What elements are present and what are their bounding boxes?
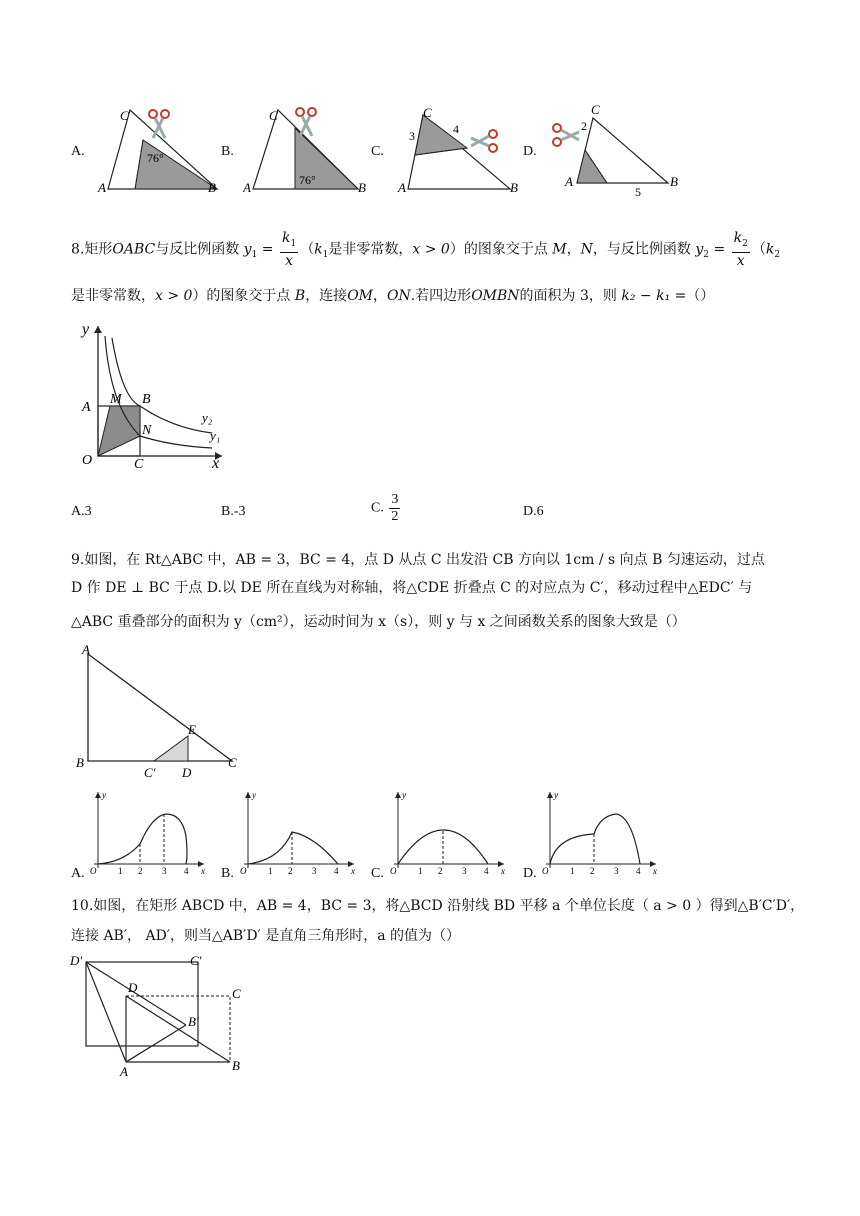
svg-text:1: 1 xyxy=(570,866,575,876)
q8-option-d[interactable]: D.6 xyxy=(523,504,544,519)
q7-option-c-figure xyxy=(395,100,525,200)
svg-text:O: O xyxy=(390,866,397,876)
svg-text:N: N xyxy=(142,423,152,438)
vertex-a: A xyxy=(565,174,573,189)
q8-line1: 8.矩形OABC与反比例函数 $y_1$ = $\frac{k_1}{x}$ （$k_1$是非零常数，x > 0）的图象交于点 M，N，与反比例函数 $y_2$ = $\frac{k_2}{x}$ （$k_2$ xyxy=(71,230,781,269)
svg-text:4: 4 xyxy=(334,866,339,876)
svg-text:A: A xyxy=(82,642,90,657)
scissors-icon xyxy=(553,124,579,146)
svg-text:O: O xyxy=(90,866,97,876)
q8-option-c-label: C. xyxy=(371,500,384,516)
y-axis-label: y xyxy=(82,321,90,338)
svg-text:D′: D′ xyxy=(70,953,83,968)
vertex-a: A xyxy=(243,180,251,195)
svg-text:4: 4 xyxy=(184,866,189,876)
q9-graph-b xyxy=(234,786,364,878)
svg-text:x: x xyxy=(501,866,505,876)
q7-option-c-label[interactable]: C. xyxy=(371,144,384,159)
q9-graph-a xyxy=(84,786,214,878)
svg-text:C: C xyxy=(228,755,237,770)
svg-text:O: O xyxy=(82,453,93,468)
q9-line1: 9.如图，在 Rt△ABC 中，AB = 3，BC = 4，点 D 从点 C 出发沿 CB 方向以 1cm / s 向点 B 匀速运动，过点 xyxy=(71,552,765,568)
q9-option-c[interactable]: C. xyxy=(371,866,384,881)
q8-option-b[interactable]: B.-3 xyxy=(221,504,246,519)
scissors-icon xyxy=(471,130,497,152)
q7-option-a-label[interactable]: A. xyxy=(71,144,85,159)
q7-option-b-figure xyxy=(243,100,373,200)
q9-figure xyxy=(72,640,252,780)
vertex-b: B xyxy=(510,180,518,195)
q9-graph-c xyxy=(384,786,514,878)
svg-text:3: 3 xyxy=(614,866,619,876)
svg-text:1: 1 xyxy=(118,866,123,876)
vertex-c: C xyxy=(423,105,432,120)
q8-option-c[interactable]: C. $\frac{3}{2}$ xyxy=(371,492,399,524)
vertex-b: B xyxy=(358,180,366,195)
q9-line2: D 作 DE ⊥ BC 于点 D.以 DE 所在直线为对称轴，将△CDE 折叠点 C 的对应点为 C′，移动过程中△EDC′ 与 xyxy=(71,580,753,596)
svg-text:1: 1 xyxy=(418,866,423,876)
svg-text:B: B xyxy=(76,755,84,770)
svg-text:C: C xyxy=(232,986,241,1001)
q9-option-b[interactable]: B. xyxy=(221,866,234,881)
vertex-b: B xyxy=(670,174,678,189)
svg-text:2: 2 xyxy=(138,866,143,876)
q9-option-d[interactable]: D. xyxy=(523,866,537,881)
svg-text:D: D xyxy=(128,980,138,995)
svg-text:y₁: y₁ xyxy=(210,428,221,443)
svg-text:x: x xyxy=(351,866,355,876)
svg-text:E: E xyxy=(188,722,196,737)
q10-line2: 连接 AB′， AD′，则当△AB′D′ 是直角三角形时，a 的值为（） xyxy=(71,928,460,944)
length-label: 4 xyxy=(453,122,459,136)
svg-text:x: x xyxy=(201,866,205,876)
q9-graph-d xyxy=(536,786,666,878)
angle-label: 76° xyxy=(299,173,316,187)
svg-text:B′: B′ xyxy=(188,1014,199,1029)
vertex-c: C xyxy=(120,108,129,123)
vertex-c: C xyxy=(269,108,278,123)
vertex-a: A xyxy=(98,180,106,195)
svg-text:3: 3 xyxy=(312,866,317,876)
svg-text:y: y xyxy=(102,790,106,800)
q10-figure xyxy=(68,950,258,1080)
q10-line1: 10.如图，在矩形 ABCD 中，AB = 4，BC = 3，将△BCD 沿射线 BD 平移 a 个单位长度（ a > 0 ）得到△B′C′D′， xyxy=(71,898,805,914)
q9-line3: △ABC 重叠部分的面积为 y（cm²），运动时间为 x（s），则 y 与 x 之间函数关系的图象大致是（） xyxy=(71,614,686,630)
svg-text:2: 2 xyxy=(590,866,595,876)
angle-label: 76° xyxy=(147,151,164,165)
svg-text:y: y xyxy=(402,790,406,800)
q7-option-d-figure xyxy=(545,100,685,200)
vertex-b: B xyxy=(208,180,216,195)
svg-text:M: M xyxy=(110,392,122,407)
svg-text:B: B xyxy=(232,1058,240,1073)
svg-text:C′: C′ xyxy=(144,765,156,780)
svg-text:D: D xyxy=(182,765,192,780)
svg-text:A: A xyxy=(82,400,91,415)
svg-text:1: 1 xyxy=(268,866,273,876)
q7-option-b-label[interactable]: B. xyxy=(221,144,234,159)
length-label: 3 xyxy=(409,129,415,143)
svg-text:x: x xyxy=(653,866,657,876)
scissors-icon xyxy=(149,110,169,138)
length-label: 2 xyxy=(581,119,587,133)
svg-text:3: 3 xyxy=(162,866,167,876)
svg-text:y: y xyxy=(252,790,256,800)
x-axis-label: x xyxy=(212,455,220,468)
q8-graph xyxy=(72,318,242,468)
svg-text:O: O xyxy=(240,866,247,876)
q7-option-a-figure xyxy=(95,100,225,200)
svg-text:y: y xyxy=(554,790,558,800)
svg-text:C′: C′ xyxy=(190,953,202,968)
q7-option-d-label[interactable]: D. xyxy=(523,144,537,159)
svg-text:4: 4 xyxy=(636,866,641,876)
svg-text:3: 3 xyxy=(462,866,467,876)
q9-option-a[interactable]: A. xyxy=(71,866,85,881)
svg-text:4: 4 xyxy=(484,866,489,876)
svg-text:y₂: y₂ xyxy=(202,410,213,425)
q8-line2: 是非零常数，x > 0）的图象交于点 B，连接OM，ON.若四边形OMBN的面积为 3，则 k₂ − k₁ =（） xyxy=(71,288,715,304)
svg-text:2: 2 xyxy=(288,866,293,876)
vertex-a: A xyxy=(398,180,406,195)
length-label: 5 xyxy=(635,185,641,199)
svg-text:2: 2 xyxy=(438,866,443,876)
svg-text:A: A xyxy=(120,1064,128,1079)
svg-text:C: C xyxy=(134,457,144,468)
svg-text:O: O xyxy=(542,866,549,876)
svg-text:B: B xyxy=(142,392,151,407)
q8-option-a[interactable]: A.3 xyxy=(71,504,92,519)
vertex-c: C xyxy=(591,102,600,117)
